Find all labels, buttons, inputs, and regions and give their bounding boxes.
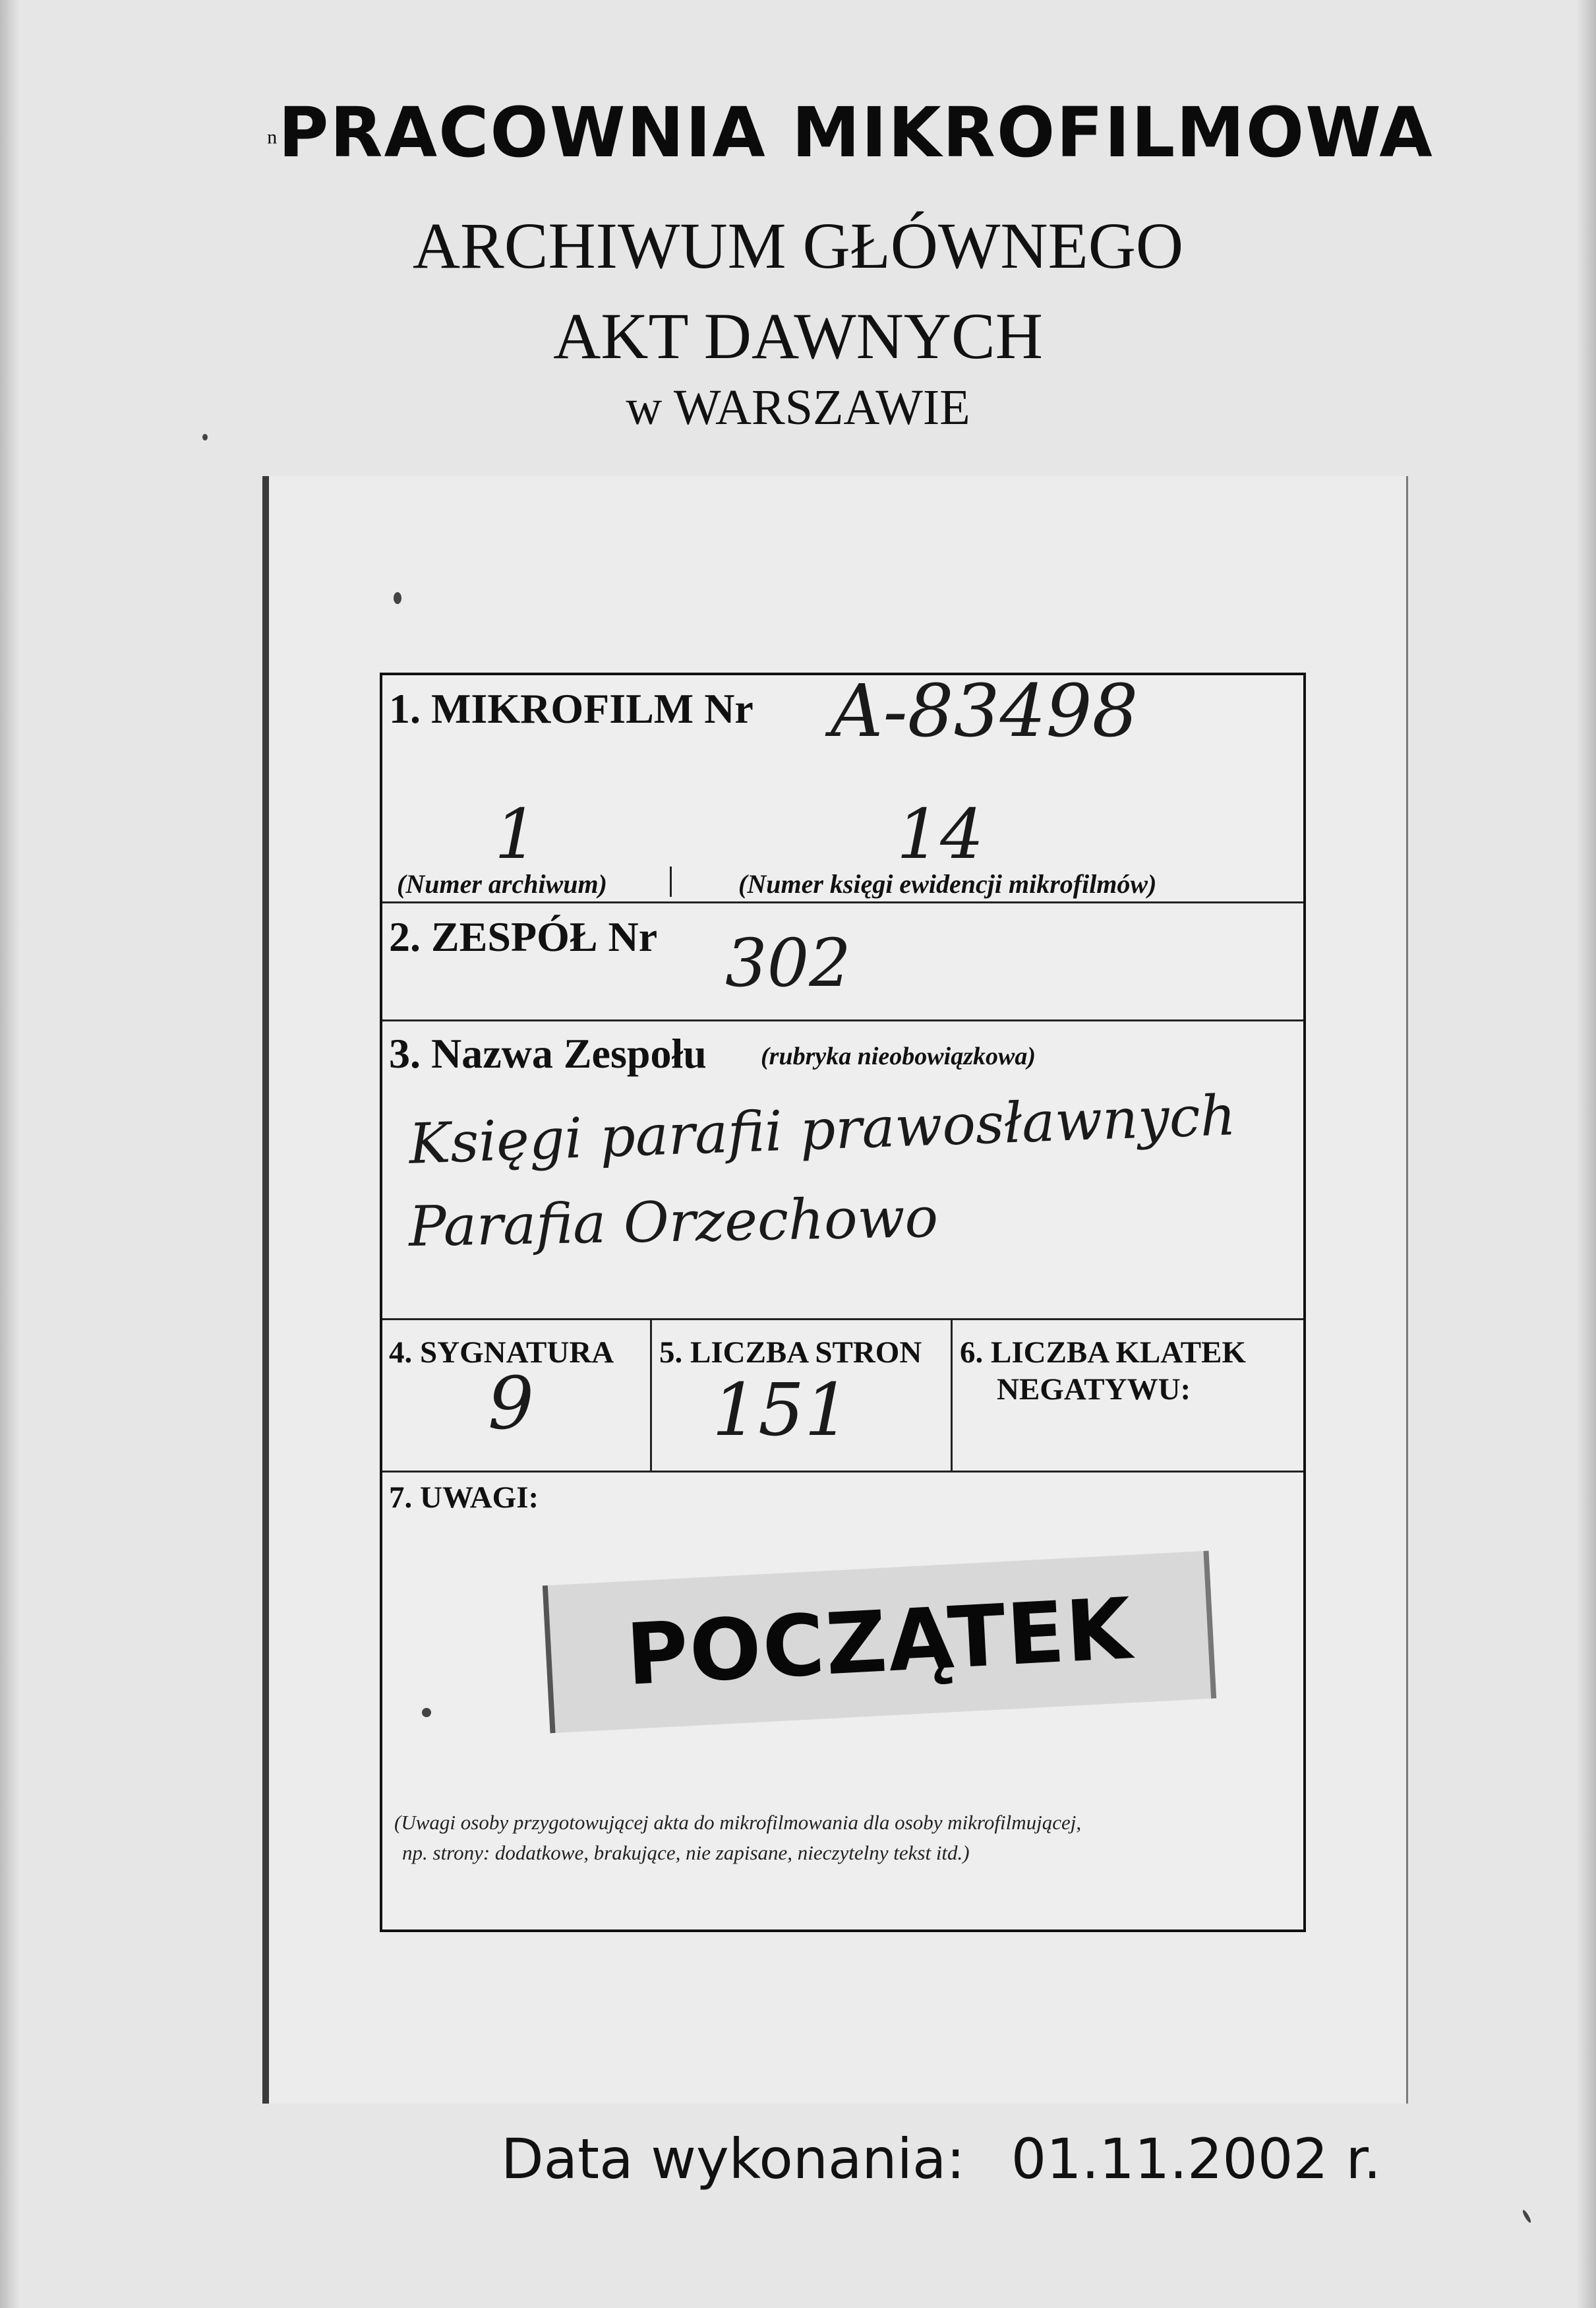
signature-value-handwritten: 9	[488, 1361, 534, 1445]
archive-number-caption: (Numer archiwum)	[397, 869, 607, 899]
scan-speck	[394, 592, 401, 604]
pages-label: 5. LICZBA STRON	[659, 1335, 922, 1370]
remarks-note-line2: np. strony: dodatkowe, brakujące, nie zapisane, nieczytelny tekst itd.)	[402, 1841, 970, 1864]
signature-label: 4. SYGNATURA	[389, 1335, 614, 1370]
date-label: Data wykonania:	[501, 2127, 965, 2191]
microfilm-label: 1. MIKROFILM Nr	[389, 685, 754, 732]
scan-edge-right	[1576, 0, 1596, 2308]
column-divider	[951, 1318, 953, 1471]
completion-date	[501, 2127, 1450, 2191]
remarks-note-line1: (Uwagi osoby przygotowującej akta do mikrofilmowania dla osoby mikrofilmującej,	[394, 1811, 1082, 1834]
start-stamp-text: POCZĄTEK	[624, 1579, 1135, 1705]
fonds-name-handwritten-line1: Księgi parafii prawosławnych	[407, 1083, 1237, 1176]
date-value: 01.11.2002 r.	[1011, 2127, 1381, 2191]
microfilm-number-handwritten: A-83498	[831, 669, 1138, 753]
row-divider	[382, 1318, 1303, 1320]
archive-city: w WARSZAWIE	[626, 380, 970, 435]
scan-edge-left	[0, 0, 20, 2308]
fonds-label: 2. ZESPÓŁ Nr	[389, 913, 658, 960]
archive-number-handwritten: 1	[494, 794, 539, 874]
remarks-label: 7. UWAGI:	[389, 1480, 539, 1515]
fonds-name-handwritten-line2: Parafia Orzechowo	[408, 1185, 939, 1259]
lab-title-text: PRACOWNIA MIKROFILMOWA	[278, 92, 1434, 173]
frames-label-line2: NEGATYWU:	[997, 1372, 1191, 1407]
register-number-caption: (Numer księgi ewidencji mikrofilmów)	[738, 869, 1157, 899]
frames-label-line1: 6. LICZBA KLATEK	[960, 1335, 1246, 1370]
fonds-name-label: 3. Nazwa Zespołu	[389, 1030, 707, 1077]
scan-speck	[422, 1708, 431, 1717]
row-divider	[382, 1019, 1303, 1021]
fonds-number-handwritten: 302	[725, 925, 851, 1002]
column-divider	[650, 1318, 652, 1471]
scan-speck	[1522, 2209, 1532, 2224]
pages-value-handwritten: 151	[712, 1368, 850, 1452]
register-number-handwritten: 14	[897, 794, 984, 874]
archive-name-line1: ARCHIWUM GŁÓWNEGO	[412, 209, 1184, 282]
archive-name-line2: AKT DAWNYCH	[553, 299, 1043, 373]
caption-divider	[670, 866, 672, 897]
scan-speck	[202, 434, 208, 440]
microfilm-form	[380, 669, 1306, 1932]
lab-title	[251, 92, 1450, 173]
row-divider	[382, 1471, 1303, 1473]
fonds-name-optional-note: (rubryka nieobowiązkowa)	[761, 1043, 1036, 1070]
row-divider	[382, 901, 1303, 903]
lab-title-prefix: n	[267, 126, 279, 148]
